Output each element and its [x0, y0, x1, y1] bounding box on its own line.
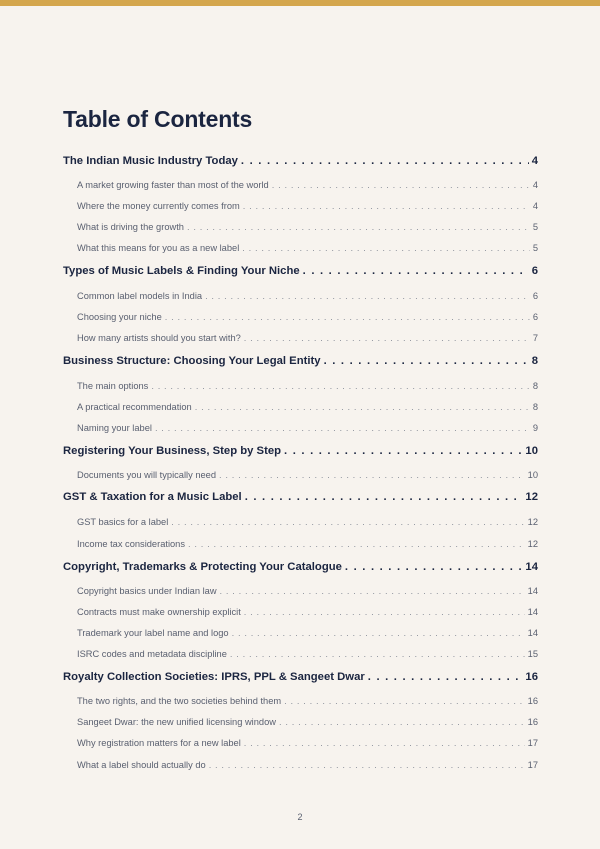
toc-entry-label: Common label models in India	[77, 291, 203, 301]
dot-leader	[272, 180, 530, 190]
toc-entry-page: 4	[532, 201, 538, 211]
toc-section-entry[interactable]	[77, 381, 538, 391]
toc-entry-page: 7	[532, 333, 538, 343]
toc-entry-page: 15	[527, 649, 538, 659]
toc-entry-page: 6	[532, 291, 538, 301]
page-title: Table of Contents	[63, 106, 253, 132]
toc-entry-page: 10	[527, 470, 538, 480]
toc-entry-page: 16	[525, 671, 538, 683]
dot-leader	[219, 470, 525, 480]
toc-section-entry[interactable]	[77, 201, 538, 211]
toc-entry-label: What this means for you as a new label	[77, 243, 240, 253]
toc-entry-page: 9	[532, 423, 538, 433]
toc-entry-page: 12	[525, 491, 538, 503]
toc-entry-label: Copyright basics under Indian law	[77, 586, 217, 596]
dot-leader	[188, 539, 525, 549]
toc-entry-label: Types of Music Labels & Finding Your Niche	[63, 265, 300, 277]
toc-entry-label: Business Structure: Choosing Your Legal Entity	[63, 355, 321, 367]
toc-entry-label: The main options	[77, 381, 149, 391]
dot-leader	[303, 265, 529, 277]
toc-entry-label: Trademark your label name and logo	[77, 628, 229, 638]
toc-section-entry[interactable]	[77, 243, 538, 253]
toc-entry-page: 4	[532, 180, 538, 190]
dot-leader	[165, 312, 530, 322]
toc-entry-label: How many artists should you start with?	[77, 333, 241, 343]
toc-section-entry[interactable]	[77, 539, 538, 549]
toc-entry-label: Choosing your niche	[77, 312, 162, 322]
toc-entry-page: 17	[527, 738, 538, 748]
toc-entry-page: 12	[527, 539, 538, 549]
dot-leader	[368, 671, 523, 683]
toc-chapter-entry[interactable]	[63, 445, 538, 457]
dot-leader	[171, 517, 524, 527]
top-accent-bar	[0, 0, 600, 6]
toc-chapter-entry[interactable]	[63, 265, 538, 277]
toc-entry-label: Contracts must make ownership explicit	[77, 607, 241, 617]
dot-leader	[244, 738, 525, 748]
toc-entry-label: What is driving the growth	[77, 222, 184, 232]
toc-entry-page: 5	[532, 222, 538, 232]
toc-chapter-entry[interactable]	[63, 355, 538, 367]
toc-section-entry[interactable]	[77, 628, 538, 638]
toc-section-entry[interactable]	[77, 402, 538, 412]
toc-entry-page: 14	[527, 628, 538, 638]
toc-entry-page: 8	[531, 355, 538, 367]
toc-entry-page: 6	[532, 312, 538, 322]
toc-section-entry[interactable]	[77, 470, 538, 480]
toc-chapter-entry[interactable]	[63, 491, 538, 503]
toc-entry-label: Naming your label	[77, 423, 152, 433]
dot-leader	[241, 155, 529, 167]
toc-entry-label: A market growing faster than most of the world	[77, 180, 269, 190]
toc-section-entry[interactable]	[77, 649, 538, 659]
dot-leader	[284, 445, 522, 457]
dot-leader	[345, 561, 523, 573]
dot-leader	[205, 291, 530, 301]
toc-entry-page: 5	[532, 243, 538, 253]
toc-entry-page: 10	[525, 445, 538, 457]
dot-leader	[242, 243, 530, 253]
toc-entry-page: 14	[527, 586, 538, 596]
toc-entry-label: Income tax considerations	[77, 539, 186, 549]
dot-leader	[245, 491, 523, 503]
dot-leader	[284, 696, 525, 706]
dot-leader	[151, 381, 530, 391]
toc-entry-label: The Indian Music Industry Today	[63, 155, 238, 167]
dot-leader	[279, 717, 525, 727]
toc-section-entry[interactable]	[77, 291, 538, 301]
toc-entry-page: 14	[527, 607, 538, 617]
dot-leader	[220, 586, 525, 596]
toc-entry-label: GST basics for a label	[77, 517, 169, 527]
toc-chapter-entry[interactable]	[63, 671, 538, 683]
toc-entry-page: 8	[532, 402, 538, 412]
toc-entry-label: Sangeet Dwar: the new unified licensing window	[77, 717, 276, 727]
toc-entry-page: 8	[532, 381, 538, 391]
toc-entry-label: GST & Taxation for a Music Label	[63, 491, 242, 503]
dot-leader	[243, 201, 530, 211]
toc-entry-page: 12	[527, 517, 538, 527]
toc-section-entry[interactable]	[77, 517, 538, 527]
toc-section-entry[interactable]	[77, 717, 538, 727]
toc-section-entry[interactable]	[77, 607, 538, 617]
toc-entry-label: Copyright, Trademarks & Protecting Your Catalogue	[63, 561, 342, 573]
toc-entry-page: 4	[531, 155, 538, 167]
toc-section-entry[interactable]	[77, 180, 538, 190]
toc-chapter-entry[interactable]	[63, 155, 538, 167]
toc-entry-label: Registering Your Business, Step by Step	[63, 445, 282, 457]
toc-entry-label: Why registration matters for a new label	[77, 738, 241, 748]
toc-section-entry[interactable]	[77, 760, 538, 770]
toc-entry-page: 16	[527, 717, 538, 727]
dot-leader	[187, 222, 530, 232]
toc-entry-page: 14	[525, 561, 538, 573]
toc-section-entry[interactable]	[77, 312, 538, 322]
toc-section-entry[interactable]	[77, 738, 538, 748]
page-number: 2	[297, 812, 303, 822]
dot-leader	[324, 355, 529, 367]
toc-entry-page: 6	[531, 265, 538, 277]
dot-leader	[244, 607, 525, 617]
toc-entry-label: Royalty Collection Societies: IPRS, PPL & Sangeet Dwar	[63, 671, 365, 683]
toc-section-entry[interactable]	[77, 586, 538, 596]
toc-entry-label: What a label should actually do	[77, 760, 206, 770]
toc-section-entry[interactable]	[77, 423, 538, 433]
toc-section-entry[interactable]	[77, 333, 538, 343]
toc-entry-label: ISRC codes and metadata discipline	[77, 649, 227, 659]
dot-leader	[155, 423, 530, 433]
toc-entry-label: The two rights, and the two societies behind them	[77, 696, 282, 706]
dot-leader	[230, 649, 525, 659]
toc-chapter-entry[interactable]	[63, 561, 538, 573]
toc-entry-label: Documents you will typically need	[77, 470, 216, 480]
dot-leader	[232, 628, 525, 638]
toc-entry-page: 16	[527, 696, 538, 706]
toc-entry-label: Where the money currently comes from	[77, 201, 240, 211]
toc-entry-label: A practical recommendation	[77, 402, 192, 412]
dot-leader	[244, 333, 530, 343]
toc-entry-page: 17	[527, 760, 538, 770]
toc-section-entry[interactable]	[77, 222, 538, 232]
toc-section-entry[interactable]	[77, 696, 538, 706]
dot-leader	[209, 760, 525, 770]
dot-leader	[195, 402, 530, 412]
